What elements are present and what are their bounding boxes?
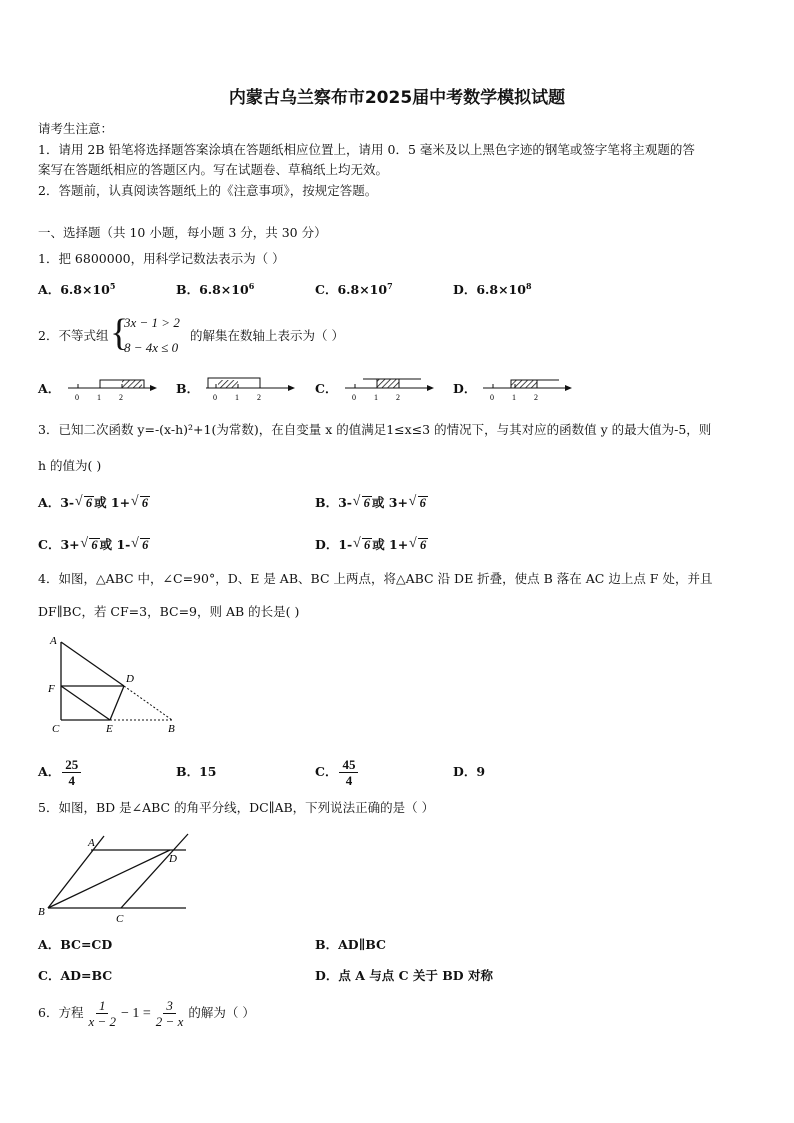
q2d-tick-0: 0 — [490, 393, 494, 402]
notice-heading: 请考生注意： — [38, 121, 114, 136]
q3-line-1: 3．已知二次函数 y=-(x-h)²+1(为常数)，在自变量 x 的值满足1≤x≤3 的情况下，与其对应的函数值 y 的最大值为-5，则 — [38, 422, 712, 437]
q2-brace: { — [110, 312, 129, 354]
q4-label-d: D — [126, 673, 134, 685]
q4-label-e: E — [106, 723, 113, 735]
q2b-tick-0: 0 — [213, 393, 217, 402]
q2-option-d: D． — [453, 381, 477, 396]
q1-stem: 1．把 6800000，用科学记数法表示为（ ） — [38, 251, 285, 266]
q2-option-b: B． — [176, 381, 200, 396]
q4-option-a: A． $\frac{25}{4}$ — [38, 755, 83, 789]
q5-stem: 5．如图，BD 是∠ABC 的角平分线，DC∥AB，下列说法正确的是（ ） — [38, 800, 435, 815]
q4-line-1: 4．如图，△ABC 中，∠C=90°，D、E 是 AB、BC 上两点，将△ABC 沿 DE 折叠，使点 B 落在 AC 边上点 F 处，并且 — [38, 571, 713, 586]
q2-option-c: C． — [315, 381, 338, 396]
q2b-tick-2: 2 — [257, 393, 261, 402]
q2c-tick-1: 1 — [374, 393, 378, 402]
q4-option-c: C． $\frac{45}{4}$ — [315, 755, 360, 789]
q5-option-c: C．AD=BC — [38, 968, 113, 983]
q3-option-d: D．1- √ 6 或 1+ √ 6 — [315, 537, 428, 553]
q5-label-a: A — [88, 837, 95, 849]
q2b-tick-1: 1 — [235, 393, 239, 402]
notice-line-1b: 案写在答题纸相应的答题区内。写在试题卷、草稿纸上均无效。 — [38, 162, 389, 177]
q2c-tick-0: 0 — [352, 393, 356, 402]
q2-prefix: 2．不等式组 — [38, 328, 109, 343]
q5-option-d: D．点 A 与点 C 关于 BD 对称 — [315, 968, 494, 983]
q2-number-line-a — [60, 370, 170, 402]
q1-option-b: B．$6.8\times 10^6$ — [176, 280, 255, 297]
q5-option-a: A．BC=CD — [38, 937, 113, 952]
q4-label-a: A — [50, 635, 57, 647]
q3-option-b: B．3- √ 6 或 3+ √ 6 — [315, 495, 428, 511]
q4-label-b: B — [168, 723, 175, 735]
notice-line-1a: 1．请用 2B 铅笔将选择题答案涂填在答题纸相应位置上，请用 0．5 毫米及以上黑色字迹的钢笔或签字笔将主观题的答 — [38, 142, 695, 157]
q1-option-a: A．$6.8\times 10^5$ — [38, 280, 116, 297]
q2-number-line-b — [198, 370, 308, 402]
q2c-tick-2: 2 — [396, 393, 400, 402]
q3-option-a: A．3- √ 6 或 1+ √ 6 — [38, 495, 150, 511]
q1-option-c: C．$6.8\times 10^7$ — [315, 280, 393, 297]
q4-line-2: DF∥BC，若 CF=3，BC=9，则 AB 的长是( ) — [38, 604, 300, 619]
q1-option-d: D．$6.8\times 10^8$ — [453, 280, 532, 297]
q6-equation: 6．方程 $\frac{1}{x - 2}$ − 1 = $\frac{3}{2 - x}$ 的解为（ ） — [38, 998, 255, 1029]
notice-line-2: 2．答题前，认真阅读答题纸上的《注意事项》，按规定答题。 — [38, 183, 378, 198]
q2-number-line-c — [337, 370, 447, 402]
section-heading: 一、选择题（共 10 小题，每小题 3 分，共 30 分） — [38, 225, 327, 240]
q2a-tick-2: 2 — [119, 393, 123, 402]
q2a-tick-1: 1 — [97, 393, 101, 402]
q2-number-line-d — [475, 370, 585, 402]
q2-ineq-2: 8 − 4x ≤ 0 — [124, 340, 179, 355]
q4-label-c: C — [52, 723, 60, 735]
q4-option-b: B．15 — [176, 764, 217, 779]
page-title: 内蒙古乌兰察布市2025届中考数学模拟试题 — [228, 88, 566, 108]
q4-label-f: F — [48, 683, 55, 695]
q4-triangle-figure — [40, 632, 190, 740]
q4-option-d: D．9 — [453, 764, 486, 779]
q2a-tick-0: 0 — [75, 393, 79, 402]
q3-line-2: h 的值为( ) — [38, 458, 102, 473]
q5-label-b: B — [38, 906, 45, 918]
q5-label-d: D — [169, 853, 177, 865]
q2d-tick-2: 2 — [534, 393, 538, 402]
q3-option-c: C．3+ √ 6 或 1- √ 6 — [38, 537, 150, 553]
q2d-tick-1: 1 — [512, 393, 516, 402]
q2-ineq-1: 3x − 1 > 2 — [124, 315, 180, 330]
q5-parallelogram-figure — [36, 832, 190, 928]
q5-option-b: B．AD∥BC — [315, 937, 386, 952]
q5-label-c: C — [116, 913, 124, 925]
q2-suffix: 的解集在数轴上表示为（ ） — [190, 328, 344, 343]
q2-option-a: A． — [38, 381, 61, 396]
